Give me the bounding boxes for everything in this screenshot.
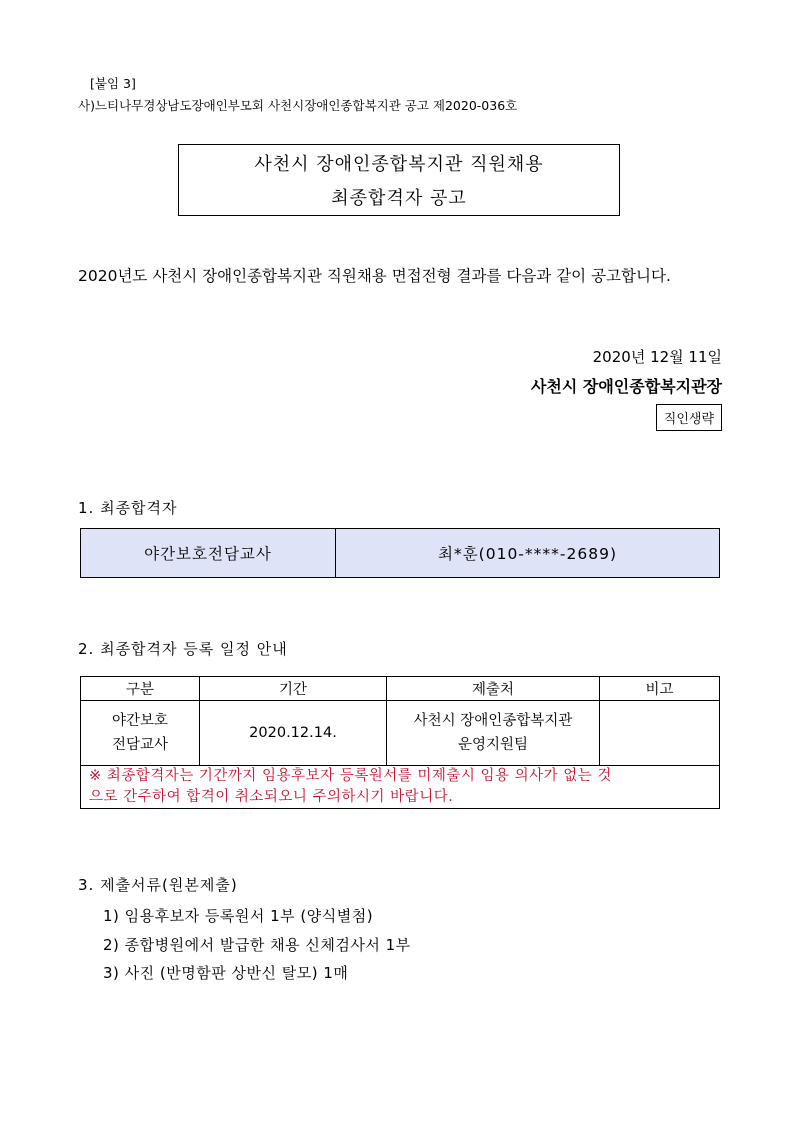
- category-line2: 전담교사: [111, 737, 169, 753]
- issuer-name: 사천시 장애인종합복지관장: [530, 377, 722, 396]
- attachment-label: [붙임 3]: [90, 76, 136, 91]
- notice-warning-line2: 으로 간주하여 합격이 취소되오니 주의하시기 바랍니다.: [89, 789, 454, 805]
- list-item: 1) 임용후보자 등록원서 1부 (양식별첨): [103, 907, 374, 925]
- intro-paragraph: 2020년도 사천시 장애인종합복지관 직원채용 면접전형 결과를 다음과 같이 공고합니다.: [78, 267, 671, 285]
- col-header-category: 구분: [81, 677, 200, 701]
- schedule-table: [80, 676, 720, 809]
- position-cell: 야간보호전담교사: [81, 529, 336, 578]
- category-line1: 야간보호: [111, 713, 169, 729]
- col-header-period: 기간: [200, 677, 387, 701]
- page-subtitle: 최종합격자 공고: [331, 188, 467, 209]
- notice-warning: [81, 766, 720, 809]
- document-list: [103, 902, 411, 988]
- announcement-date: 2020년 12월 11일: [592, 348, 722, 366]
- notice-warning-line1: ※ 최종합격자는 기간까지 임용후보자 등록원서를 미제출시 임용 의사가 없는 것: [89, 768, 612, 784]
- page-title: 사천시 장애인종합복지관 직원채용: [254, 154, 544, 175]
- candidate-cell: 최*훈(010-****-2689): [336, 529, 720, 578]
- col-header-place: 제출처: [387, 677, 600, 701]
- notice-number: 사)느티나무경상남도장애인부모회 사천시장애인종합복지관 공고 제2020-036호: [78, 98, 518, 113]
- period-cell: 2020.12.14.: [200, 701, 387, 766]
- category-cell: [81, 701, 200, 766]
- title-box: [178, 144, 620, 216]
- section2-heading: 2. 최종합격자 등록 일정 안내: [78, 640, 288, 658]
- list-item: 3) 사진 (반명함판 상반신 탈모) 1매: [103, 964, 349, 982]
- section1-heading: 1. 최종합격자: [78, 499, 178, 517]
- place-line1: 사천시 장애인종합복지관: [413, 713, 573, 729]
- col-header-remarks: 비고: [600, 677, 720, 701]
- remarks-cell: [600, 701, 720, 766]
- seal-omitted-box: 직인생략: [656, 404, 722, 431]
- finalist-table: [80, 528, 720, 578]
- place-line2: 운영지원팀: [457, 737, 529, 753]
- place-cell: [387, 701, 600, 766]
- list-item: 2) 종합병원에서 발급한 채용 신체검사서 1부: [103, 935, 411, 954]
- section3-heading: 3. 제출서류(원본제출): [78, 876, 238, 894]
